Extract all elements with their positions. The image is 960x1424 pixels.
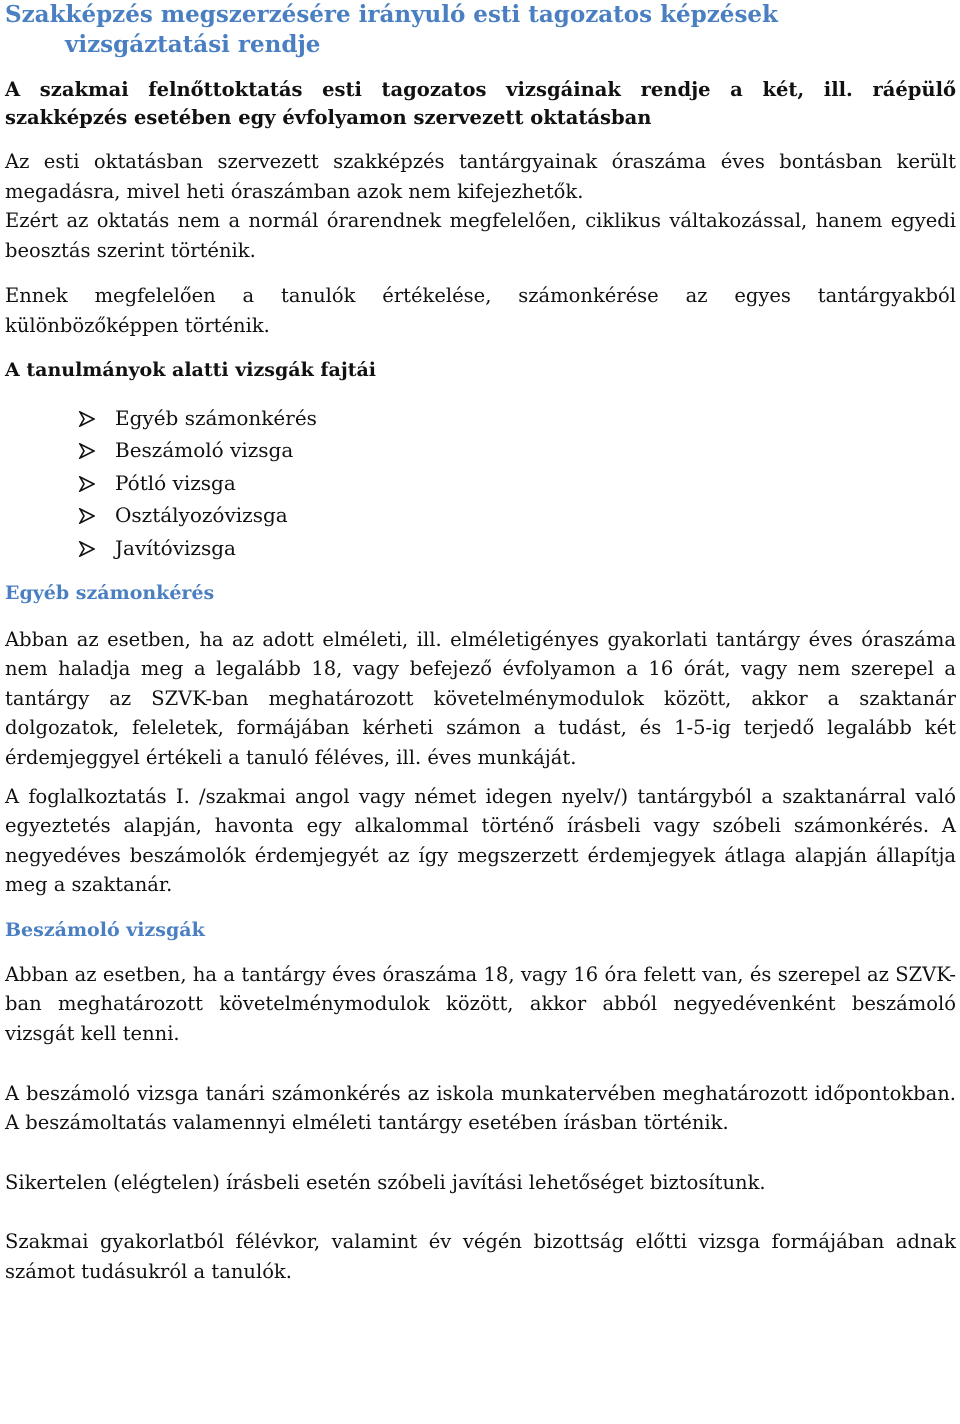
list-item-label: Egyéb számonkérés xyxy=(115,405,317,430)
title-line-2: vizsgáztatási rendje xyxy=(65,31,321,58)
list-item-label: Osztályozóvizsga xyxy=(115,503,288,528)
exam-types-heading: A tanulmányok alatti vizsgák fajtái xyxy=(5,358,377,381)
section2-paragraph-1: Abban az esetben, ha a tantárgy éves óraszáma 18, vagy 16 óra felett van, és szerepel az SZVK-ban meghatározott követelménymodulok között, akkor abból negyedévenként beszámoló vizsgát kell tenni. xyxy=(5,962,956,1046)
exam-types-list xyxy=(5,402,956,565)
section-heading-other-assessment: Egyéb számonkérés xyxy=(5,581,215,604)
section1-paragraph-2: A foglalkoztatás I. /szakmai angol vagy német idegen nyelv/) tantárgyból a szaktanárral való egyeztetés alapján, havonta egy alkalommal történő írásbeli vagy szóbeli számonkérés. A negyedéves beszámolók érdemjegyét az így megszerzett érdemjegyek átlaga alapján állapítja meg a szaktanár. xyxy=(5,784,956,897)
list-item-label: Javítóvizsga xyxy=(115,535,236,560)
list-item xyxy=(79,402,956,435)
arrowhead-bullet-icon xyxy=(79,541,95,557)
list-item xyxy=(79,499,956,532)
section2-paragraph-2: A beszámoló vizsga tanári számonkérés az iskola munkatervében meghatározott időpontokban. A beszámoltatás valamennyi elméleti tantárgy esetében írásban történik. xyxy=(5,1081,956,1135)
title-line-1: Szakképzés megszerzésére irányuló esti tagozatos képzések xyxy=(5,1,778,28)
list-item-label: Pótló vizsga xyxy=(115,470,236,495)
arrowhead-bullet-icon xyxy=(79,508,95,524)
paragraph-3: Ennek megfelelően a tanulók értékelése, számonkérése az egyes tantárgyakból különbözőképpen történik. xyxy=(5,284,956,337)
arrowhead-bullet-icon xyxy=(79,411,95,427)
lead-paragraph: A szakmai felnőttoktatás esti tagozatos vizsgáinak rendje a két, ill. ráépülő szakképzés esetében egy évfolyamon szervezett oktatásban xyxy=(5,78,956,129)
paragraph-2: Ezért az oktatás nem a normál órarendnek megfelelően, ciklikus váltakozással, hanem egyedi beosztás szerint történik. xyxy=(5,209,956,262)
list-item xyxy=(79,434,956,467)
list-item xyxy=(79,532,956,565)
section1-paragraph-1: Abban az esetben, ha az adott elméleti, ill. elméletigényes gyakorlati tantárgy éves óraszáma nem haladja meg a legalább 18, vagy befejező évfolyamon a 16 órát, vagy nem szerepel a tantárgy az SZVK-ban meghatározott követelménymodulok között, akkor a szaktanár dolgozatok, feleletek, formájában kérheti számon a tudást, és 1-5-ig terjedő legalább két érdemjeggyel értékeli a tanuló féléves, ill. éves munkáját. xyxy=(5,627,956,769)
list-item-label: Beszámoló vizsga xyxy=(115,438,294,463)
section2-paragraph-4: Szakmai gyakorlatból félévkor, valamint év végén bizottság előtti vizsga formájában adnak számot tudásukról a tanulók. xyxy=(5,1230,956,1284)
paragraph-1: Az esti oktatásban szervezett szakképzés tantárgyainak óraszáma éves bontásban került megadásra, mivel heti óraszámban azok nem kifejezhetők. xyxy=(5,150,956,203)
section2-paragraph-3: Sikertelen (elégtelen) írásbeli esetén szóbeli javítási lehetőséget biztosítunk. xyxy=(5,1170,766,1194)
section-heading-report-exams: Beszámoló vizsgák xyxy=(5,918,205,941)
arrowhead-bullet-icon xyxy=(79,443,95,459)
document-title xyxy=(5,0,956,60)
arrowhead-bullet-icon xyxy=(79,476,95,492)
list-item xyxy=(79,467,956,500)
